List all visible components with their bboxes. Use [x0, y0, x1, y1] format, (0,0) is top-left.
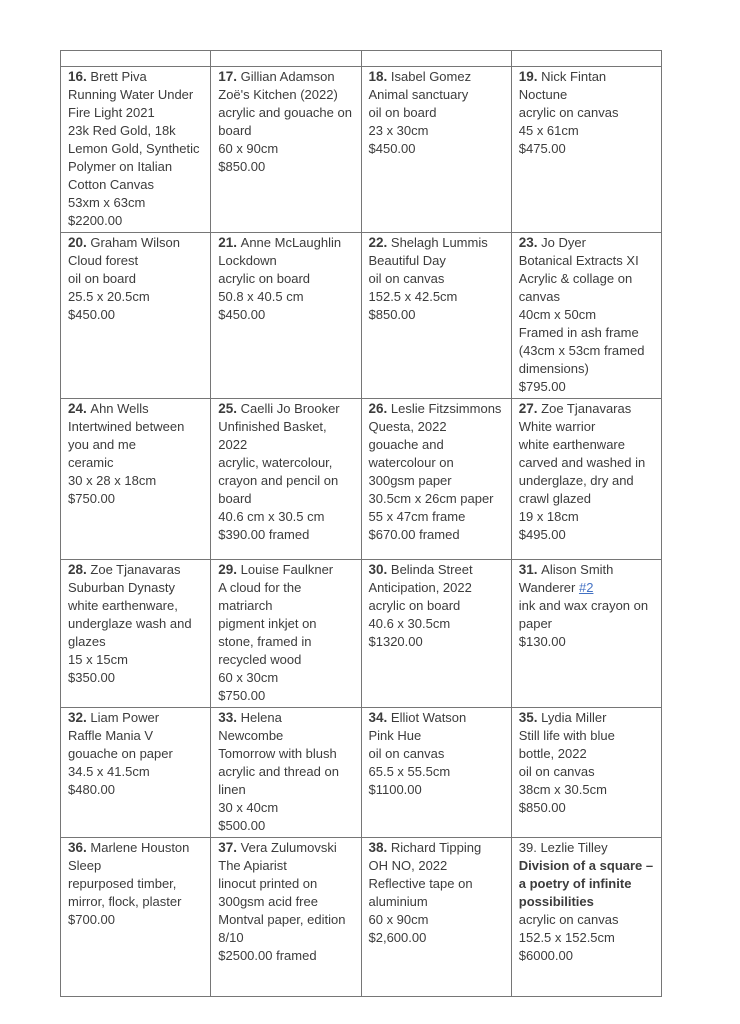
entry-number: 20.: [68, 235, 87, 250]
entry-details: Botanical Extracts XI Acrylic & collage on canvas 40cm x 50cm Framed in ash frame (43cm x 53cm framed dimensions) $795.00: [518, 253, 645, 394]
artist-name: Vera Zulumovski: [237, 840, 337, 855]
entry-details: Beautiful Day oil on canvas 152.5 x 42.5cm $850.00: [368, 253, 458, 322]
entry-details: Suburban Dynasty white earthenware, underglaze wash and glazes 15 x 15cm $350.00: [68, 580, 192, 685]
entry-details: Anticipation, 2022 acrylic on board 40.6 x 30.5cm $1320.00: [368, 580, 472, 649]
entry-number: 35.: [518, 710, 538, 725]
entry-details: White warrior white earthenware carved and washed in underglaze, dry and crawl glazed 19 x 18cm $495.00: [518, 419, 646, 542]
catalog-cell: [361, 67, 511, 233]
catalog-cell: [61, 233, 211, 399]
entry-details: OH NO, 2022 Reflective tape on aluminium 60 x 90cm $2,600.00: [368, 858, 473, 945]
entry-first-line: [218, 68, 354, 86]
entry-details: The Apiarist linocut printed on 300gsm acid free Montval paper, edition 8/10 $2500.00 framed: [218, 858, 346, 963]
entry-number: 31.: [518, 562, 538, 577]
entry-details: Division of a square – a poetry of infinite possibilities acrylic on canvas 152.5 x 152.5cm $6000.00: [518, 858, 654, 963]
entry-number: 23.: [518, 235, 538, 250]
artist-name: Lydia Miller: [537, 710, 607, 725]
artist-name: Ahn Wells: [86, 401, 149, 416]
entry-first-line: [519, 400, 655, 418]
artist-name: Isabel Gomez: [387, 69, 472, 84]
entry-details: Zoë's Kitchen (2022) acrylic and gouache on board 60 x 90cm $850.00: [218, 87, 352, 174]
catalog-cell: [61, 560, 211, 708]
catalog-cell: [211, 560, 361, 708]
entry-details: Questa, 2022 gouache and watercolour on 300gsm paper 30.5cm x 26cm paper 55 x 47cm frame $670.00 framed: [368, 419, 494, 542]
artist-name: Louise Faulkner: [237, 562, 334, 577]
entry-details: A cloud for the matriarch pigment inkjet on stone, framed in recycled wood 60 x 30cm $750.00: [218, 580, 317, 703]
entry-first-line: [519, 709, 655, 727]
entry-number: 21.: [218, 235, 238, 250]
catalog-cell: [61, 708, 211, 838]
entry-number: 39.: [518, 840, 537, 855]
entry-number: 30.: [368, 562, 388, 577]
artwork-catalog-table: [60, 50, 662, 997]
catalog-cell: [511, 838, 661, 997]
entry-number: 27.: [518, 401, 538, 416]
entry-number: 33.: [218, 710, 238, 725]
entry-first-line: [218, 400, 354, 418]
entry-first-line: [519, 839, 655, 857]
empty-header-cell: [211, 51, 361, 67]
artist-name: Leslie Fitzsimmons: [387, 401, 502, 416]
catalog-cell: [211, 67, 361, 233]
entry-first-line: [519, 234, 655, 252]
entry-number: 37.: [218, 840, 238, 855]
entry-first-line: [369, 400, 505, 418]
entry-number: 28.: [68, 562, 87, 577]
entry-first-line: [218, 234, 354, 252]
table-row: [61, 708, 662, 838]
empty-header-cell: [511, 51, 661, 67]
entry-first-line: [519, 68, 655, 86]
entry-details: Lockdown acrylic on board 50.8 x 40.5 cm $450.00: [218, 253, 311, 322]
entry-first-line: [68, 839, 204, 857]
catalog-cell: [511, 560, 661, 708]
table-row: [61, 838, 662, 997]
entry-first-line: [218, 839, 354, 857]
artist-name: Caelli Jo Brooker: [237, 401, 340, 416]
entry-details: Cloud forest oil on board 25.5 x 20.5cm $450.00: [68, 253, 150, 322]
catalog-cell: [61, 838, 211, 997]
catalog-cell: [511, 233, 661, 399]
entry-first-line: [369, 709, 505, 727]
entry-first-line: [369, 234, 505, 252]
artist-name: Zoe Tjanavaras: [86, 562, 181, 577]
entry-first-line: [68, 709, 204, 727]
catalog-cell: [61, 399, 211, 560]
entry-number: 17.: [218, 69, 238, 84]
entry-number: 32.: [68, 710, 87, 725]
wanderer-link[interactable]: #2: [578, 580, 594, 595]
entry-first-line: [519, 561, 655, 579]
table-row: [61, 399, 662, 560]
catalog-cell: [61, 67, 211, 233]
artist-name: Jo Dyer: [537, 235, 586, 250]
entry-first-line: [68, 68, 204, 86]
artist-name: Gillian Adamson: [237, 69, 335, 84]
entry-number: 29.: [218, 562, 238, 577]
catalog-cell: [361, 838, 511, 997]
artist-name: Zoe Tjanavaras: [537, 401, 632, 416]
entry-first-line: [369, 561, 505, 579]
entry-details: Noctune acrylic on canvas 45 x 61cm $475.00: [518, 87, 619, 156]
catalog-cell: [211, 233, 361, 399]
table-row: [61, 560, 662, 708]
entry-first-line: [68, 234, 204, 252]
catalog-cell: [361, 399, 511, 560]
catalog-cell: [361, 708, 511, 838]
catalog-cell: [211, 399, 361, 560]
artist-name: Graham Wilson: [86, 235, 180, 250]
entry-number: 18.: [368, 69, 388, 84]
entry-first-line: [68, 561, 204, 579]
artwork-title-bold: Division of a square –: [518, 858, 654, 873]
entry-number: 24.: [68, 401, 87, 416]
entry-number: 19.: [518, 69, 538, 84]
entry-first-line: [218, 561, 354, 579]
entry-number: 38.: [368, 840, 388, 855]
entry-first-line: [369, 839, 505, 857]
catalog-cell: [361, 233, 511, 399]
entry-first-line: [369, 68, 505, 86]
artist-name: Richard Tipping: [387, 840, 482, 855]
entry-number: 36.: [68, 840, 87, 855]
empty-header-row: [61, 51, 662, 67]
entry-text: Wanderer: [518, 580, 579, 595]
entry-number: 16.: [68, 69, 87, 84]
entry-first-line: [68, 400, 204, 418]
entry-details: Wanderer #2 ink and wax crayon on paper $130.00: [518, 580, 649, 649]
artist-name: Elliot Watson: [387, 710, 467, 725]
artist-name: Marlene Houston: [86, 840, 190, 855]
entry-details: Animal sanctuary oil on board 23 x 30cm $450.00: [368, 87, 469, 156]
artist-name: Anne McLaughlin: [237, 235, 342, 250]
catalog-cell: [511, 708, 661, 838]
entry-details: Pink Hue oil on canvas 65.5 x 55.5cm $1100.00: [368, 728, 451, 797]
entry-details: Unfinished Basket, 2022 acrylic, watercolour, crayon and pencil on board 40.6 cm x 30.5 cm $390.00 framed: [218, 419, 339, 542]
artist-name: Liam Power: [86, 710, 160, 725]
empty-header-cell: [361, 51, 511, 67]
table-row: [61, 233, 662, 399]
empty-header-cell: [61, 51, 211, 67]
entry-details: Still life with blue bottle, 2022 oil on canvas 38cm x 30.5cm $850.00: [518, 728, 615, 815]
entry-details: Running Water Under Fire Light 2021 23k Red Gold, 18k Lemon Gold, Synthetic Polymer on Italian Cotton Canvas 53xm x 63cm $2200.00: [68, 87, 200, 228]
artist-name: Helena: [237, 710, 282, 725]
artist-name: Lezlie Tilley: [536, 840, 608, 855]
artist-name: Brett Piva: [86, 69, 147, 84]
entry-number: 26.: [368, 401, 388, 416]
table-row: [61, 67, 662, 233]
artist-name: Alison Smith: [537, 562, 614, 577]
entry-number: 22.: [368, 235, 388, 250]
catalog-table-body: [61, 51, 662, 997]
catalog-cell: [361, 560, 511, 708]
entry-details: Newcombe Tomorrow with blush acrylic and thread on linen 30 x 40cm $500.00: [218, 728, 339, 833]
entry-number: 34.: [368, 710, 388, 725]
artist-name: Belinda Street: [387, 562, 473, 577]
catalog-cell: [211, 838, 361, 997]
artist-name: Shelagh Lummis: [387, 235, 488, 250]
entry-details: Sleep repurposed timber, mirror, flock, plaster $700.00: [68, 858, 182, 927]
catalog-cell: [511, 67, 661, 233]
artwork-title-bold: a poetry of infinite: [518, 876, 632, 891]
entry-details: Intertwined between you and me ceramic 30 x 28 x 18cm $750.00: [68, 419, 185, 506]
entry-details: Raffle Mania V gouache on paper 34.5 x 41.5cm $480.00: [68, 728, 173, 797]
catalog-cell: [211, 708, 361, 838]
artist-name: Nick Fintan: [537, 69, 607, 84]
entry-first-line: [218, 709, 354, 727]
entry-number: 25.: [218, 401, 238, 416]
catalog-cell: [511, 399, 661, 560]
artwork-title-bold: possibilities: [518, 894, 594, 909]
